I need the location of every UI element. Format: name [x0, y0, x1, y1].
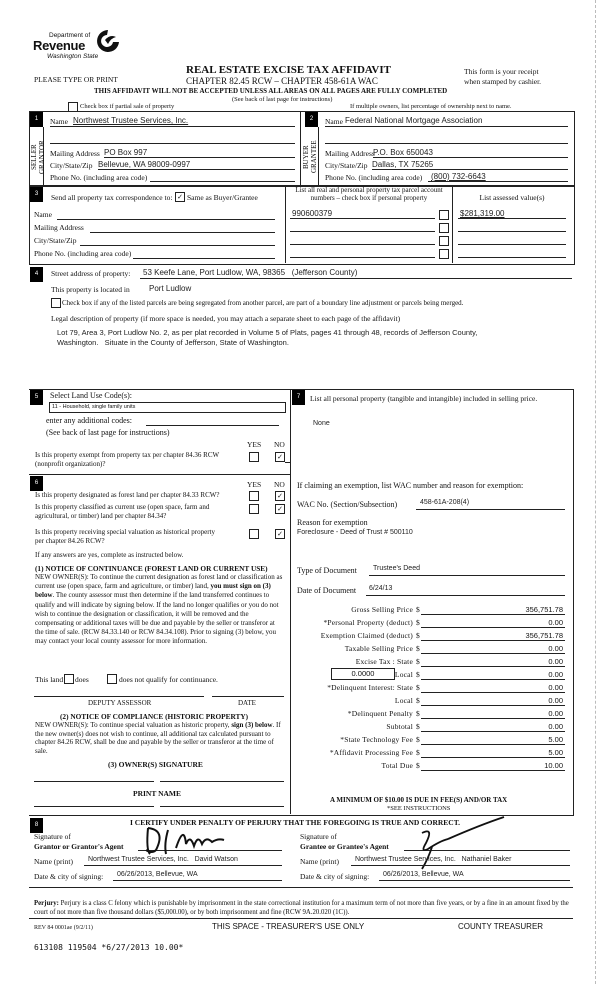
amount-value[interactable]: 356,751.78 — [525, 605, 563, 614]
additional-codes-label: enter any additional codes: — [46, 416, 132, 425]
buyer-phone-line — [428, 181, 568, 182]
currency-symbol: $ — [416, 631, 420, 640]
personal-property-label: List all personal property (tangible and intangible) included in selling price. — [310, 394, 538, 403]
currency-symbol: $ — [416, 748, 420, 757]
does-not-label: does not qualify for continuance. — [119, 675, 218, 684]
amount-line — [421, 770, 565, 771]
buyer-name2-line — [325, 143, 568, 144]
street-line — [140, 278, 572, 279]
treasurer-use-only: THIS SPACE - TREASURER'S USE ONLY — [212, 922, 365, 931]
amount-value[interactable]: 5.00 — [548, 748, 563, 757]
currency-symbol: $ — [416, 670, 420, 679]
grantor-date-value[interactable]: 06/26/2013, Bellevue, WA — [117, 871, 198, 878]
rev-number: REV 84 0001ae (9/2/11) — [34, 925, 93, 931]
buyer-city-line — [372, 169, 568, 170]
parcel-line-1 — [290, 218, 435, 219]
receipt-note-2: when stamped by cashier. — [464, 77, 542, 86]
buyer-mailing[interactable]: P.O. Box 650043 — [373, 148, 433, 157]
buyer-phone-label: Phone No. (including area code) — [325, 173, 423, 182]
deputy-assessor-label: DEPUTY ASSESSOR — [88, 699, 152, 707]
legal-label: Legal description of property (if more space is needed, you may attach a separate sheet to each page of the affidavit) — [51, 314, 401, 323]
partial-sale-label: Check box if partial sale of property — [80, 103, 175, 110]
reason-label: Reason for exemption — [297, 518, 368, 527]
doc-date-line — [366, 595, 565, 596]
amount-line — [421, 692, 565, 693]
perjury-line — [29, 918, 573, 919]
exempt-no-header: NO — [274, 440, 285, 449]
amount-value[interactable]: 0.00 — [548, 709, 563, 718]
amount-line — [421, 744, 565, 745]
buyer-name-line — [325, 126, 568, 127]
grantor-date-line — [113, 880, 282, 881]
corr-name-label: Name — [34, 210, 52, 219]
seller-phone-label: Phone No. (including area code) — [50, 173, 148, 182]
grantor-name-value[interactable]: Northwest Trustee Services, Inc. David Watson — [88, 856, 238, 863]
section-8-bottom-line — [29, 887, 573, 888]
grantee-date-value[interactable]: 06/26/2013, Bellevue, WA — [383, 871, 464, 878]
section-6-divider — [29, 474, 290, 475]
current-use-no-checkbox[interactable]: ✓ — [275, 504, 285, 514]
dor-logo — [33, 28, 123, 68]
forest-no-checkbox[interactable]: ✓ — [275, 491, 285, 501]
legal-description-2[interactable]: Washington. Situate in the County of Jefferson, State of Washington. — [57, 338, 289, 347]
amount-line — [421, 666, 565, 667]
doc-type-line — [369, 575, 565, 576]
see-back-note: (See back of last page for instructions) — [232, 96, 333, 103]
currency-symbol: $ — [416, 683, 420, 692]
corr-mailing-line — [90, 232, 275, 233]
currency-symbol: $ — [416, 644, 420, 653]
doc-date-label: Date of Document — [297, 586, 357, 595]
corr-name-line — [57, 219, 275, 220]
located-value[interactable]: Port Ludlow — [149, 284, 192, 293]
currency-symbol: $ — [416, 696, 420, 705]
section-8-number: 8 — [30, 818, 43, 833]
amount-line — [421, 653, 565, 654]
amount-line — [421, 627, 565, 628]
grantee-date-line — [379, 880, 570, 881]
buyer-label: BUYER GRANTEE — [302, 140, 318, 174]
grantor-name-line — [84, 865, 282, 866]
dor-logo-icon — [95, 28, 121, 54]
assessed-line-1 — [458, 218, 566, 219]
local-rate-box[interactable]: 0.0000 — [331, 668, 395, 680]
amount-line — [421, 718, 565, 719]
section-1-number: 1 — [30, 112, 43, 127]
acceptance-warning: THIS AFFIDAVIT WILL NOT BE ACCEPTED UNLESS ALL AREAS ON ALL PAGES ARE FULLY COMPLETED — [94, 87, 448, 95]
amount-value[interactable]: 356,751.78 — [525, 631, 563, 640]
currency-symbol: $ — [416, 761, 420, 770]
print-name-line-2 — [160, 806, 284, 807]
segregated-checkbox[interactable] — [51, 298, 61, 308]
divider-5-7 — [290, 389, 291, 814]
currency-symbol: $ — [416, 735, 420, 744]
amount-value[interactable]: 0.00 — [548, 696, 563, 705]
street-label: Street address of property: — [51, 269, 131, 278]
amount-line — [421, 731, 565, 732]
currency-symbol: $ — [416, 657, 420, 666]
amount-value[interactable]: 5.00 — [548, 735, 563, 744]
seller-name2-line — [50, 143, 295, 144]
exemption-label: If claiming an exemption, list WAC number and reason for exemption: — [297, 481, 524, 490]
grantee-name-label: Name (print) — [300, 857, 339, 866]
see-instructions-note: *SEE INSTRUCTIONS — [387, 805, 451, 812]
section-4-number: 4 — [30, 267, 43, 282]
assessed-line-3 — [458, 244, 566, 245]
seller-label: SELLER GRANTOR — [30, 140, 46, 174]
exempt-yes-checkbox[interactable] — [249, 452, 259, 462]
does-qualify-checkbox[interactable] — [64, 674, 74, 684]
amount-line — [421, 705, 565, 706]
parcel-line-3 — [290, 244, 435, 245]
section-6-number: 6 — [30, 476, 43, 491]
buyer-mailing-line — [373, 157, 568, 158]
currency-symbol: $ — [416, 605, 420, 614]
currency-symbol: $ — [416, 618, 420, 627]
doc-type-value[interactable]: Trustee's Deed — [373, 565, 420, 572]
amount-value[interactable]: 10.00 — [544, 761, 563, 770]
reason-value[interactable]: Foreclosure - Deed of Trust # 500110 — [297, 529, 413, 536]
buyer-city[interactable]: Dallas, TX 75265 — [372, 160, 434, 169]
treasurer-stamp: 613108 119504 *6/27/2013 10.00* — [34, 943, 184, 952]
page-edge — [595, 0, 596, 984]
seller-side-bar — [30, 127, 44, 185]
parcel-header: List all real and personal property tax parcel account numbers – check box if personal property — [295, 186, 443, 202]
forest-question: Is this property designated as forest land per chapter 84.33 RCW? — [35, 491, 220, 499]
logo-revenue: Revenue — [33, 38, 86, 53]
buyer-side-bar — [300, 127, 319, 185]
minimum-due-note: A MINIMUM OF $10.00 IS DUE IN FEE(S) AND/OR TAX — [330, 796, 508, 804]
grantor-signature-icon — [140, 820, 240, 856]
amount-value[interactable]: 0.00 — [548, 670, 563, 679]
grantee-name-line — [351, 865, 570, 866]
amount-line — [421, 679, 565, 680]
personal-property-checkbox-2[interactable] — [439, 223, 449, 233]
s6-yes-header: YES — [247, 480, 262, 489]
amount-value[interactable]: 0.00 — [548, 644, 563, 653]
corr-phone-line — [133, 258, 275, 259]
additional-codes-line — [146, 425, 279, 426]
section-3-number: 3 — [30, 187, 43, 202]
section-2-number: 2 — [305, 112, 318, 127]
amount-value[interactable]: 0.00 — [548, 683, 563, 692]
logo-dept: Department of — [49, 32, 91, 39]
grantor-date-label: Date & city of signing: — [34, 872, 104, 881]
s6-no-header: NO — [274, 480, 285, 489]
send-correspondence-label: Send all property tax correspondence to: — [51, 193, 173, 202]
corr-city-line — [80, 245, 275, 246]
seller-mailing-label: Mailing Address — [50, 149, 100, 158]
street-address[interactable]: 53 Keefe Lane, Port Ludlow, WA, 98365 (Jefferson County) — [143, 268, 358, 277]
parcel-number-1[interactable]: 990600379 — [292, 209, 333, 218]
amount-line — [421, 614, 565, 615]
wac-line — [416, 509, 565, 510]
grantee-date-label: Date & city of signing: — [300, 872, 370, 881]
buyer-name-label: Name — [325, 117, 343, 126]
seller-name-label: Name — [50, 117, 68, 126]
does-not-qualify-checkbox[interactable] — [107, 674, 117, 684]
assessed-line-2 — [458, 231, 566, 232]
section-5-number: 5 — [30, 390, 43, 405]
corr-mailing-label: Mailing Address — [34, 223, 84, 232]
forest-yes-checkbox[interactable] — [249, 491, 259, 501]
logo-state: Washington State — [47, 53, 99, 60]
same-as-buyer-label: Same as Buyer/Grantee — [187, 193, 258, 202]
seller-mailing[interactable]: PO Box 997 — [104, 148, 148, 157]
seller-mailing-line — [104, 157, 295, 158]
print-name-label: PRINT NAME — [133, 789, 181, 798]
does-label: does — [75, 675, 89, 684]
amount-line — [421, 640, 565, 641]
seller-phone-line — [150, 181, 295, 182]
amount-value[interactable]: 0.00 — [548, 618, 563, 627]
located-label: This property is located in — [51, 285, 130, 294]
print-name-line-1 — [34, 806, 154, 807]
parcel-line-2 — [290, 231, 435, 232]
assessed-value-1[interactable]: $281,319.00 — [460, 209, 505, 218]
seller-city-label: City/State/Zip — [50, 161, 93, 170]
notice-compliance-title: (2) NOTICE OF COMPLIANCE (HISTORIC PROPERTY) — [60, 712, 249, 721]
historical-question: Is this property receiving special valuation as historical property per chapter 84.26 RCW? — [35, 528, 216, 545]
this-land-label: This land — [35, 675, 64, 684]
currency-symbol: $ — [416, 722, 420, 731]
buyer-phone[interactable]: (800) 732-6643 — [431, 172, 486, 181]
buyer-mailing-label: Mailing Address — [325, 149, 375, 158]
personal-property-checkbox-4[interactable] — [439, 249, 449, 259]
deputy-date-line — [212, 696, 284, 697]
deputy-assessor-line — [34, 696, 204, 697]
exempt-no-checkbox[interactable]: ✓ — [275, 452, 285, 462]
historical-no-checkbox[interactable]: ✓ — [275, 529, 285, 539]
seller-city[interactable]: Bellevue, WA 98009-0997 — [98, 160, 191, 169]
corr-phone-label: Phone No. (including area code) — [34, 249, 132, 258]
receipt-note-1: This form is your receipt — [464, 67, 539, 76]
doc-date-value[interactable]: 6/24/13 — [369, 585, 393, 592]
section-7-divider — [285, 462, 290, 463]
personal-property-checkbox-3[interactable] — [439, 236, 449, 246]
parcel-line-4 — [290, 257, 435, 258]
legal-description-1[interactable]: Lot 79, Area 3, Port Ludlow No. 2, as per plat recorded in Volume 5 of Plats, pages 41 through 48, records of Jefferson County, — [57, 328, 478, 337]
grantee-signature-icon — [400, 815, 510, 875]
owner-sig-line-2 — [160, 781, 284, 782]
owner-sig-line-1 — [34, 781, 154, 782]
assessed-header: List assessed value(s) — [479, 193, 545, 202]
form-title: REAL ESTATE EXCISE TAX AFFIDAVIT — [186, 64, 391, 76]
corr-city-label: City/State/Zip — [34, 236, 77, 245]
section-7-number: 7 — [292, 390, 305, 405]
certify-statement: I CERTIFY UNDER PENALTY OF PERJURY THAT THE FOREGOING IS TRUE AND CORRECT. — [130, 818, 461, 827]
perjury-notice: Perjury: Perjury is a class C felony which is punishable by imprisonment in the state correctional institution for a maximum term of not more than five years, or by a fine in an amount fixed by the court of not more than five thousand dollars ($5,000.00), or by both imprisonment and fine (RCW 9A.20.020 (1C)). — [34, 900, 569, 916]
multiple-owners-note: If multiple owners, list percentage of ownership next to name. — [350, 103, 512, 110]
grantee-name-value[interactable]: Northwest Trustee Services, Inc. Nathaniel Baker — [355, 856, 512, 863]
currency-symbol: $ — [416, 709, 420, 718]
grantee-agent-label: Grantee or Grantee's Agent — [300, 842, 389, 851]
wac-label: WAC No. (Section/Subsection) — [297, 500, 398, 509]
land-use-label: Select Land Use Code(s): — [50, 391, 132, 400]
section5-see-back: (See back of last page for instructions) — [46, 428, 170, 437]
personal-property-value[interactable]: None — [313, 420, 330, 427]
seller-name-line — [50, 126, 295, 127]
assessed-line-4 — [458, 257, 566, 258]
divider-3a — [285, 185, 286, 263]
notice-compliance-text: NEW OWNER(S): To continue special valuation as historic property, sign (3) below. If the new owner(s) does not wish to continue, all additional tax calculated pursuant to chapter 84.26 RCW, shall be due and payable by the seller or transferor at the time of sale. — [35, 721, 281, 755]
land-use-select[interactable]: 11 - Household, single family units — [49, 402, 286, 413]
seller-city-line — [98, 169, 295, 170]
grantor-agent-label: Grantor or Grantor's Agent — [34, 842, 124, 851]
doc-type-label: Type of Document — [297, 566, 357, 575]
buyer-city-label: City/State/Zip — [325, 161, 368, 170]
grantor-sig-of: Signature of — [34, 832, 71, 841]
notice-continuance-text: NEW OWNER(S): To continue the current designation as forest land or classification as current use (open space, farm and agriculture, or timber) land, you must sign on (3) below. The county assessor must then determine if the land transferred continues to qualify and will indicate by signing below. If the land no longer qualifies or you do not wish to continue the designation or classification, it will be removed and the compensating or additional taxes will be due and payable by the seller or transferor at the time of sale. (RCW 84.33.140 or RCW 84.34.108). Prior to signing (3) below, you may contact your local county assessor for more information. — [35, 573, 283, 646]
amount-value[interactable]: 0.00 — [548, 657, 563, 666]
current-use-yes-checkbox[interactable] — [249, 504, 259, 514]
same-as-buyer-checkbox[interactable]: ✓ — [175, 192, 185, 202]
segregated-label: Check box if any of the listed parcels are being segregated from another parcel, are part of a boundary line adjustment or parcels being merged. — [62, 299, 464, 307]
county-treasurer: COUNTY TREASURER — [458, 922, 544, 931]
grantee-sig-of: Signature of — [300, 832, 337, 841]
please-type: PLEASE TYPE OR PRINT — [34, 75, 118, 84]
historical-yes-checkbox[interactable] — [249, 529, 259, 539]
current-use-question: Is this property classified as current use (open space, farm and agricultural, or timber) land per chapter 84.34? — [35, 503, 210, 520]
deputy-date-label: DATE — [238, 699, 256, 707]
if-yes-note: If any answers are yes, complete as instructed below. — [35, 551, 184, 559]
personal-property-checkbox-1[interactable] — [439, 210, 449, 220]
amount-line — [421, 757, 565, 758]
notice-continuance-title: (1) NOTICE OF CONTINUANCE (FOREST LAND OR CURRENT USE) — [35, 564, 268, 573]
wac-value[interactable]: 458-61A-208(4) — [420, 499, 470, 506]
grantor-name-label: Name (print) — [34, 857, 73, 866]
seller-name[interactable]: Northwest Trustee Services, Inc. — [73, 116, 189, 125]
form-chapter: CHAPTER 82.45 RCW – CHAPTER 458-61A WAC — [186, 76, 378, 86]
buyer-name[interactable]: Federal National Mortgage Association — [345, 116, 483, 125]
exempt-yes-header: YES — [247, 440, 262, 449]
amount-value[interactable]: 0.00 — [548, 722, 563, 731]
exempt-question: Is this property exempt from property tax per chapter 84.36 RCW (nonprofit organization)? — [35, 451, 219, 468]
owner-signature-label: (3) OWNER(S) SIGNATURE — [108, 760, 203, 769]
